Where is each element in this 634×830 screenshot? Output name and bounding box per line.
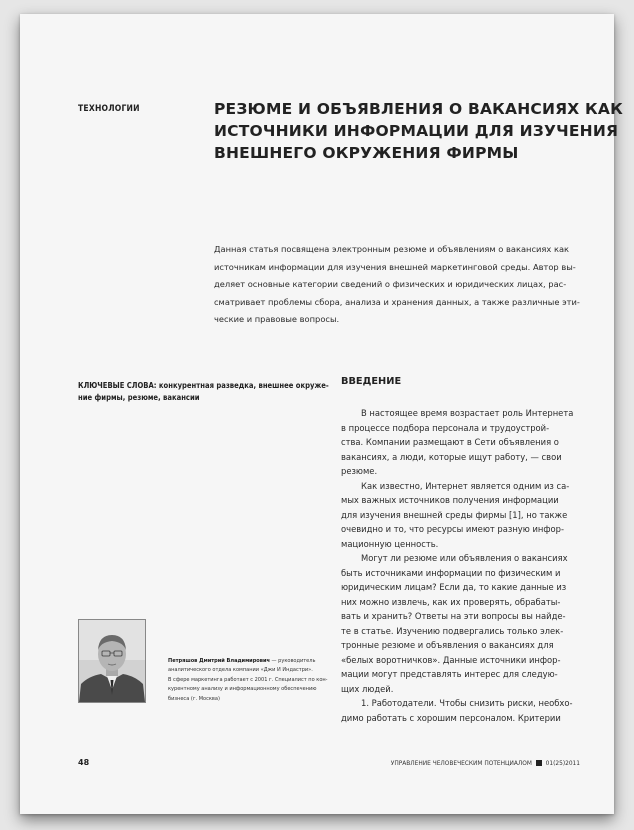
body-line: В настоящее время возрастает роль Интернета <box>361 408 574 418</box>
abstract-line: ческие и правовые вопросы. <box>214 314 340 325</box>
title-line: ИСТОЧНИКИ ИНФОРМАЦИИ ДЛЯ ИЗУЧЕНИЯ <box>214 122 619 140</box>
body-line: «белых воротничков». Данные источники инфор- <box>341 654 561 665</box>
body-line: мационную ценность. <box>341 538 439 549</box>
abstract <box>214 241 594 329</box>
body-line: для изучения внешней среды фирмы [1], но также <box>341 509 568 520</box>
author-name: Петряшов Дмитрий Владимирович <box>168 658 270 664</box>
body-line: очевидно и то, что ресурсы имеют разную инфор- <box>341 524 565 534</box>
body-text <box>341 406 603 725</box>
body-line: резюме. <box>341 466 378 476</box>
intro-heading: ВВЕДЕНИЕ <box>341 376 402 387</box>
title-line: РЕЗЮМЕ И ОБЪЯВЛЕНИЯ О ВАКАНСИЯХ КАК <box>214 100 623 118</box>
page-number: 48 <box>78 758 90 767</box>
body-line: щих людей. <box>341 683 394 694</box>
keywords-line: ние фирмы, резюме, вакансии <box>78 393 200 402</box>
body-line: те в статье. Изучению подвергались только элек- <box>341 625 564 636</box>
body-line: вать и хранить? Ответы на эти вопросы вы найде- <box>341 611 566 621</box>
body-line: Как известно, Интернет является одним из са- <box>361 480 570 491</box>
author-bio-line: курентному анализу и информационному обеспечению <box>168 686 317 693</box>
square-bullet-icon <box>536 760 542 766</box>
abstract-line: Данная статья посвящена электронным резюме и объявлениям о вакансиях как <box>214 244 570 254</box>
keywords-line: КЛЮЧЕВЫЕ СЛОВА: конкурентная разведка, внешнее окруже- <box>78 381 329 390</box>
section-label: ТЕХНОЛОГИИ <box>78 104 140 114</box>
abstract-line: сматривает проблемы сбора, анализа и хранения данных, а также различные эти- <box>214 296 580 307</box>
body-line: в процессе подбора персонала и трудоустрой- <box>341 422 550 433</box>
body-line: 1. Работодатели. Чтобы снизить риски, необхо- <box>361 698 573 708</box>
keywords <box>78 380 340 404</box>
title-line: ВНЕШНЕГО ОКРУЖЕНИЯ ФИРМЫ <box>214 144 519 162</box>
body-line: мации могут представлять интерес для следую- <box>341 669 558 679</box>
author-photo <box>78 619 146 703</box>
body-line: димо работать с хорошим персоналом. Критерии <box>341 712 561 723</box>
body-line: тронные резюме и объявления о вакансиях для <box>341 640 554 650</box>
body-line: юридическим лицам? Если да, то какие данные из <box>341 582 567 592</box>
body-line: быть источниками информации по физическим и <box>341 567 561 578</box>
issue-number: 01(25)2011 <box>545 759 580 767</box>
journal-name: УПРАВЛЕНИЕ ЧЕЛОВЕЧЕСКИМ ПОТЕНЦИАЛОМ <box>390 759 532 767</box>
author-bio-line: аналитического отдела компании «Джи И Индастри». <box>168 667 313 674</box>
author-bio <box>168 657 334 704</box>
journal-footer <box>391 759 580 767</box>
abstract-line: источникам информации для изучения внешней маркетинговой среды. Автор вы- <box>214 261 576 272</box>
body-line: вакансиях, а люди, которые ищут работу, — свои <box>341 451 562 462</box>
abstract-line: деляет основные категории сведений о физических и юридических лицах, рас- <box>214 279 567 290</box>
article-title <box>214 98 623 164</box>
author-portrait-image <box>79 620 145 702</box>
body-line: мых важных источников получения информации <box>341 495 559 505</box>
author-bio-line: — руководитель <box>269 658 316 664</box>
author-bio-line: бизнеса (г. Москва) <box>168 695 220 702</box>
journal-page <box>20 14 623 814</box>
body-line: них можно извлечь, как их проверять, обрабаты- <box>341 596 561 607</box>
body-line: Могут ли резюме или объявления о вакансиях <box>361 553 568 563</box>
author-bio-line: В сфере маркетинга работает с 2001 г. Специалист по кон- <box>168 676 328 683</box>
body-line: ства. Компании размещают в Сети объявления о <box>341 437 559 447</box>
